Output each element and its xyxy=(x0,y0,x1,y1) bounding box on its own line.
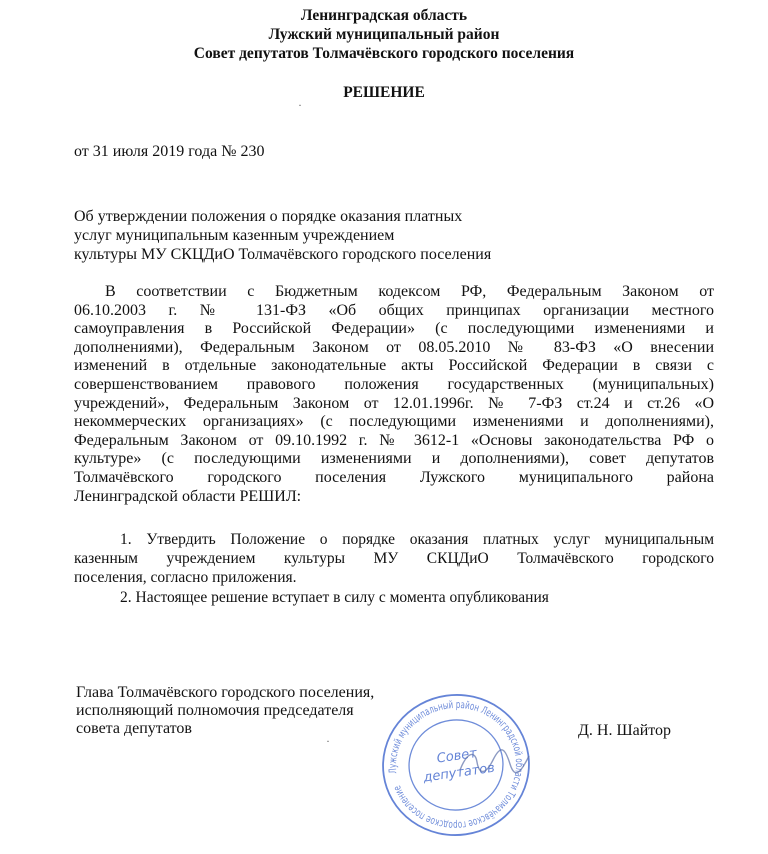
item-line: казенным учреждением культуры МУ СКЦДиО Толмачёвского городского xyxy=(74,550,714,567)
item-text: Настоящее решение вступает в силу с момента опубликования xyxy=(135,589,549,606)
seal-ring-text: Лужский муниципальный район Ленинградской области Толмачёвское городское поселение xyxy=(386,698,526,832)
header-council: Совет депутатов Толмачёвского городского поселения xyxy=(193,45,575,62)
scan-mark: · xyxy=(326,734,330,748)
preamble-line: дополнениями), Федеральным Законом от 08.05.2010 № 83-ФЗ «О внесении xyxy=(74,338,714,356)
decision-item-1 xyxy=(74,530,714,587)
subject xyxy=(74,207,491,264)
subject-line: Об утверждении положения о порядке оказания платных xyxy=(74,208,463,225)
seal-center-line: Совет xyxy=(435,746,478,767)
item-text: Утвердить Положение о порядке оказания платных услуг муниципальным xyxy=(146,531,715,548)
seal-center-line: депутатов xyxy=(422,760,496,786)
signature-block xyxy=(76,684,374,738)
preamble-line: Толмачёвского городского поселения Лужского муниципального района xyxy=(74,468,714,486)
preamble-line: изменений в отдельные законодательные акты Российской Федерации в связи с xyxy=(74,357,714,375)
item-first-line xyxy=(74,530,714,549)
preamble-line: учреждений», Федеральным Законом от 12.01.1996г. № 7-ФЗ ст.24 и ст.26 «О xyxy=(74,394,714,412)
subject-line: услуг муниципальным казенным учреждением xyxy=(74,227,395,244)
scan-mark: · xyxy=(298,98,302,112)
preamble-line: Федеральным Законом от 09.10.1992 г. № 3612-1 «Основы законодательства РФ о xyxy=(74,431,714,449)
preamble-line: Ленинградской области РЕШИЛ: xyxy=(74,487,302,505)
preamble-line: 06.10.2003 г. № 131-ФЗ «Об общих принципах организации местного xyxy=(74,301,714,319)
item-line: поселения, согласно приложения. xyxy=(74,569,297,586)
preamble-line: самоуправления в Российской Федерации» (с последующими изменениями и xyxy=(74,320,714,338)
subject-line: культуры МУ СКЦДиО Толмачёвского городского поселения xyxy=(74,246,492,263)
date-number: от 31 июля 2019 года № 230 xyxy=(74,143,265,160)
preamble xyxy=(74,283,714,506)
handwritten-signature xyxy=(455,742,535,782)
signature-title-line: Глава Толмачёвского городского поселения, xyxy=(76,684,375,701)
preamble-line: культуре» (с последующими изменениями и дополнениями), совет депутатов xyxy=(74,450,714,468)
item-number: 1. xyxy=(120,531,132,548)
signature-title-line: совета депутатов xyxy=(76,720,192,737)
signatory-name: Д. Н. Шайтор xyxy=(578,722,672,739)
preamble-line: совершенствованием правового положения государственных (муниципальных) xyxy=(74,375,714,393)
preamble-line: некоммерческих организациях» (с последующими изменениями и дополнениями), xyxy=(74,413,714,431)
preamble-line: В соответствии с Бюджетным кодексом РФ, Федеральным Законом от xyxy=(105,283,714,300)
item-number: 2. xyxy=(120,589,132,606)
header-region: Ленинградская область xyxy=(300,7,468,24)
decision-item-2 xyxy=(120,588,549,607)
signature-title-line: исполняющий полномочия председателя xyxy=(76,702,354,719)
header-district: Лужский муниципальный район xyxy=(268,26,500,43)
document-type: РЕШЕНИЕ xyxy=(343,84,425,101)
